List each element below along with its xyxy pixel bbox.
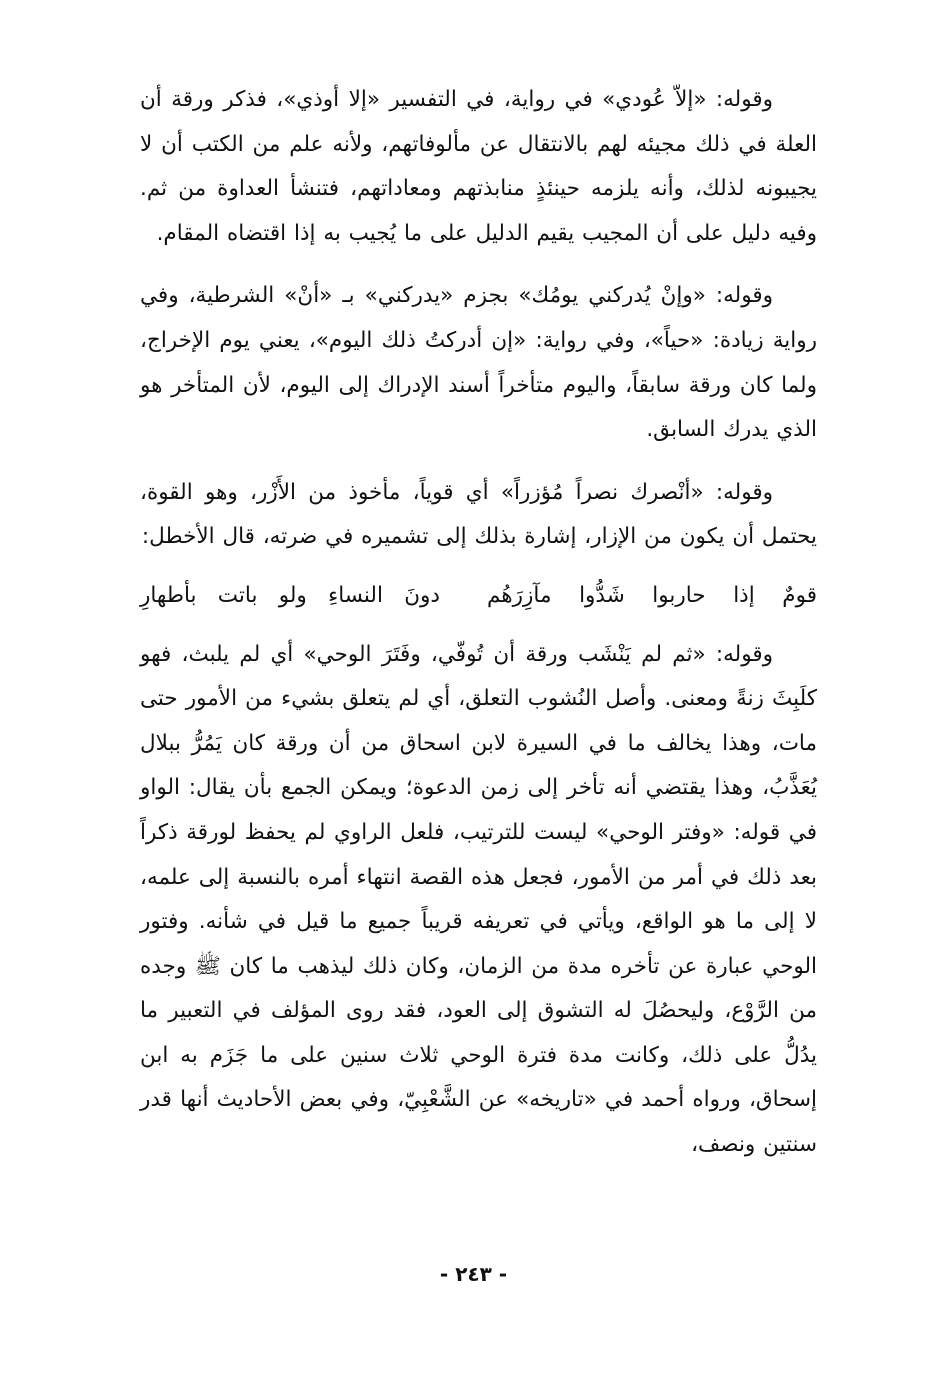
paragraph-4: وقوله: «ثم لم يَنْشَب ورقة أن تُوفّي، وفَتَرَ الوحي» أي لم يلبث، فهو كلَبِثَ زنةً ومعنى. وأصل النُشوب التعلق، أي لم يتعلق بشيء من الأمور حتى مات، وهذا يخالف ما في السيرة لابن اسحاق من أن ورقة كان يَمُرُّ ببلال يُعَذَّبُ، وهذا يقتضي أنه تأخر إلى زمن الدعوة؛ ويمكن الجمع بأن يقال: الواو في قوله: «وفتر الوحي» ليست للترتيب، فلعل الراوي لم يحفظ لورقة ذكراً بعد ذلك في أمر من الأمور، فجعل هذه القصة انتهاء أمره بالنسبة إلى علمه، لا إلى ما هو الواقع، ويأتي في تعريفه قريباً جميع ما قيل في شأنه. وفتور الوحي عبارة عن تأخره مدة من الزمان، وكان ذلك ليذهب ما كان ﷺ وجده من الرَّوْع، وليحصُلَ له التشوق إلى العود، فقد روى المؤلف في التعبير ما يدُلُّ على ذلك، وكانت مدة فترة الوحي ثلاث سنين على ما جَزَم به ابن إسحاق، ورواه أحمد في «تاريخه» عن الشَّعْبِيّ، وفي بعض الأحاديث أنها قدر سنتين ونصف، <box>140 641 817 1158</box>
page-number: - ٢٤٣ - <box>439 1262 508 1286</box>
paragraph-2: وقوله: «وإنْ يُدركني يومُك» بجزم «يدركني» بـ «أنْ» الشرطية، وفي رواية زيادة: «حياً»، وفي رواية: «إن أدركتُ ذلك اليوم»، يعني يوم الإخراج، ولما كان ورقة سابقاً، واليوم متأخراً أسند الإدراك إلى اليوم، لأن المتأخر هو الذي يدرك السابق. <box>140 283 817 443</box>
verse-second-hemistich: دونَ النساءِ ولو باتت بأطهارِ <box>140 582 440 608</box>
paragraph-3: وقوله: «أنْصرك نصراً مُؤزراً» أي قوياً، مأخوذ من الأَزْر، وهو القوة، يحتمل أن يكون من الإزار، إشارة بذلك إلى تشميره في ضرته، قال الأخطل: <box>140 479 817 550</box>
verse-first-hemistich: قومٌ إذا حاربوا شَدُّوا مآزِرَهُم <box>487 582 817 608</box>
poetry-verse <box>140 574 817 619</box>
page-body <box>140 78 817 1168</box>
paragraph-1: وقوله: «إلاّ عُودي» في رواية، في التفسير «إلا أوذي»، فذكر ورقة أن العلة في ذلك مجيئه لهم بالانتقال عن مألوفاتهم، ولأنه علم من الكتب أن لا يجيبونه لذلك، وأنه يلزمه حينئذٍ منابذتهم ومعاداتهم، فتنشأ العداوة من ثم. وفيه دليل على أن المجيب يقيم الدليل على ما يُجيب به إذا اقتضاه المقام. <box>140 87 817 246</box>
